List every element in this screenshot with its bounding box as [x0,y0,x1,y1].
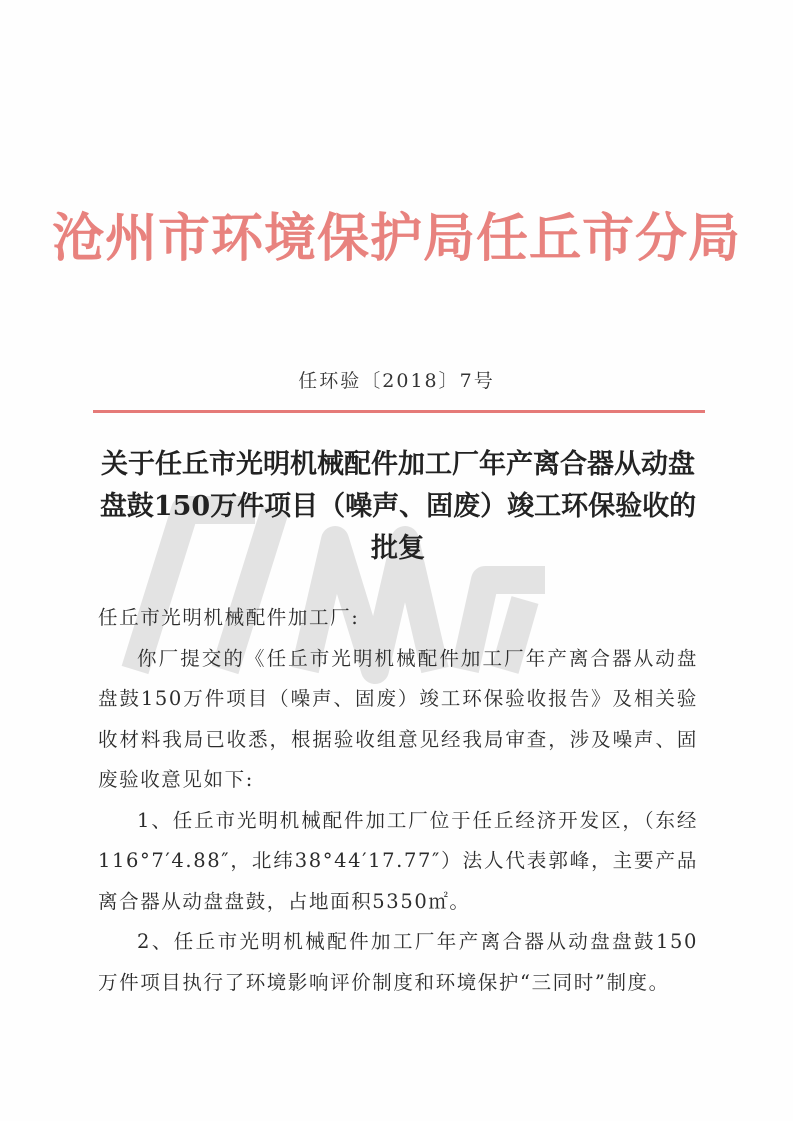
document-body [98,598,698,1003]
paragraph-item-1: 1、任丘市光明机械配件加工厂位于任丘经济开发区，（东经116°7′4.88″，北纬38°44′17.77″）法人代表郭峰，主要产品离合器从动盘盘鼓，占地面积5350㎡。 [98,808,698,913]
issuing-org-title: 沧州市环境保护局任丘市分局 [51,208,741,269]
red-divider-line [93,410,705,413]
title-line-3: 批复 [371,533,425,564]
document-title [88,444,708,570]
title-line-2: 盘鼓150万件项目（噪声、固废）竣工环保验收的 [99,491,697,522]
title-line-1: 关于任丘市光明机械配件加工厂年产离合器从动盘 [101,449,695,480]
salutation: 任丘市光明机械配件加工厂: [98,606,360,629]
paragraph-item-2: 2、任丘市光明机械配件加工厂年产离合器从动盘盘鼓150万件项目执行了环境影响评价制度和环境保护“三同时”制度。 [98,930,698,994]
document-number: 任环验〔2018〕7号 [298,370,495,392]
paragraph-intro: 你厂提交的《任丘市光明机械配件加工厂年产离合器从动盘盘鼓150万件项目（噪声、固废）竣工环保验收报告》及相关验收材料我局已收悉，根据验收组意见经我局审查，涉及噪声、固废验收意见如下: [98,646,698,791]
